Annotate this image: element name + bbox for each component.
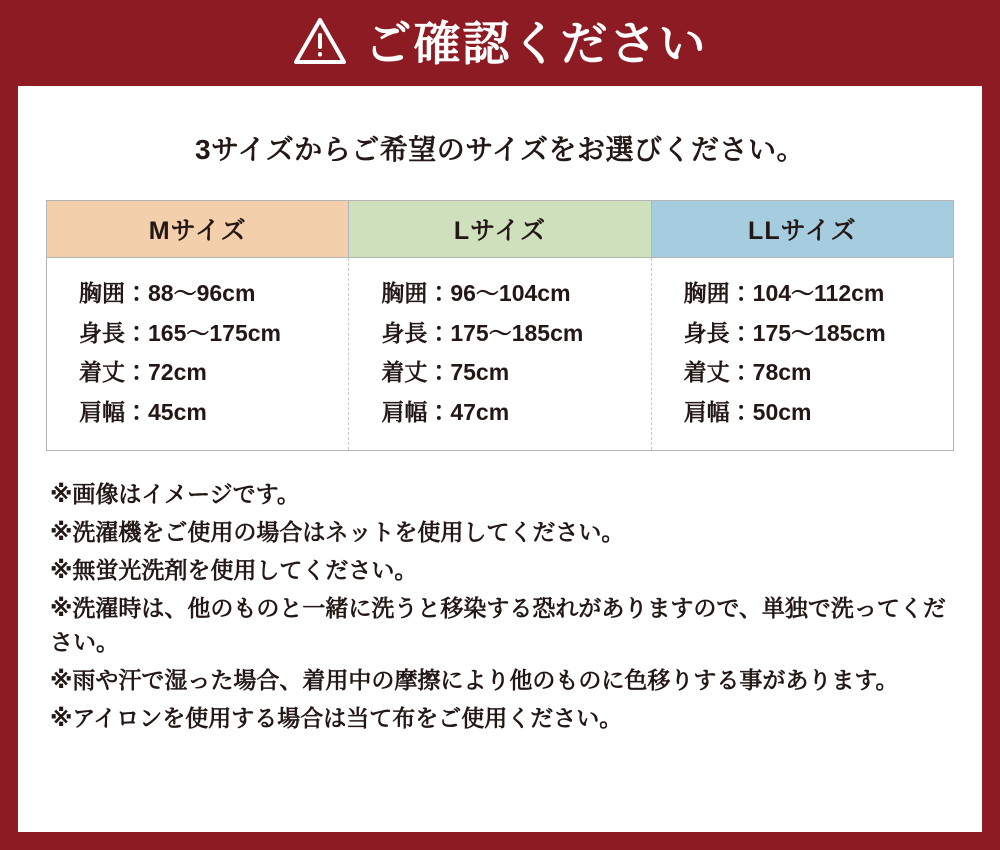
note-item: ※洗濯機をご使用の場合はネットを使用してください。 [50, 519, 625, 546]
spec-chest: 胸囲：104〜112cm [683, 280, 885, 306]
spec-shoulder: 肩幅：50cm [683, 398, 812, 425]
spec-length: 着丈：72cm [79, 359, 207, 386]
spec-cell-ll [651, 258, 953, 451]
spec-chest: 胸囲：96〜104cm [381, 280, 571, 306]
spec-length: 着丈：78cm [683, 359, 812, 386]
note-item: ※画像はイメージです。 [50, 481, 300, 508]
note-item: ※雨や汗で湿った場合、着用中の摩擦により他のものに色移りする事があります。 [50, 667, 899, 694]
note-item: ※無蛍光洗剤を使用してください。 [50, 557, 418, 584]
spec-cell-m [47, 258, 349, 451]
header-banner [0, 0, 1000, 86]
table-row [47, 258, 954, 451]
spec-height: 身長：175〜185cm [381, 319, 584, 346]
size-table [46, 200, 954, 451]
note-item: ※アイロンを使用する場合は当て布をご使用ください。 [50, 705, 623, 732]
spec-chest: 胸囲：88〜96cm [79, 280, 256, 306]
spec-shoulder: 肩幅：45cm [79, 398, 207, 425]
warning-triangle-icon [293, 16, 347, 71]
table-header-row [47, 201, 954, 258]
column-header-l: Lサイズ [349, 201, 651, 258]
lead-text: 3サイズからご希望のサイズをお選びください。 [194, 134, 806, 165]
note-item: ※洗濯時は、他のものと一緒に洗うと移染する恐れがありますので、単独で洗ってください。 [50, 595, 946, 656]
spec-height: 身長：175〜185cm [683, 319, 886, 346]
notes-list [46, 477, 954, 735]
column-header-m: Mサイズ [47, 201, 349, 258]
spec-height: 身長：165〜175cm [79, 319, 281, 346]
page-title: ご確認ください [364, 16, 708, 70]
content-area [18, 128, 982, 735]
spec-length: 着丈：75cm [381, 359, 510, 386]
spec-cell-l [349, 258, 651, 451]
column-header-ll: LLサイズ [651, 201, 953, 258]
spec-shoulder: 肩幅：47cm [381, 398, 510, 425]
